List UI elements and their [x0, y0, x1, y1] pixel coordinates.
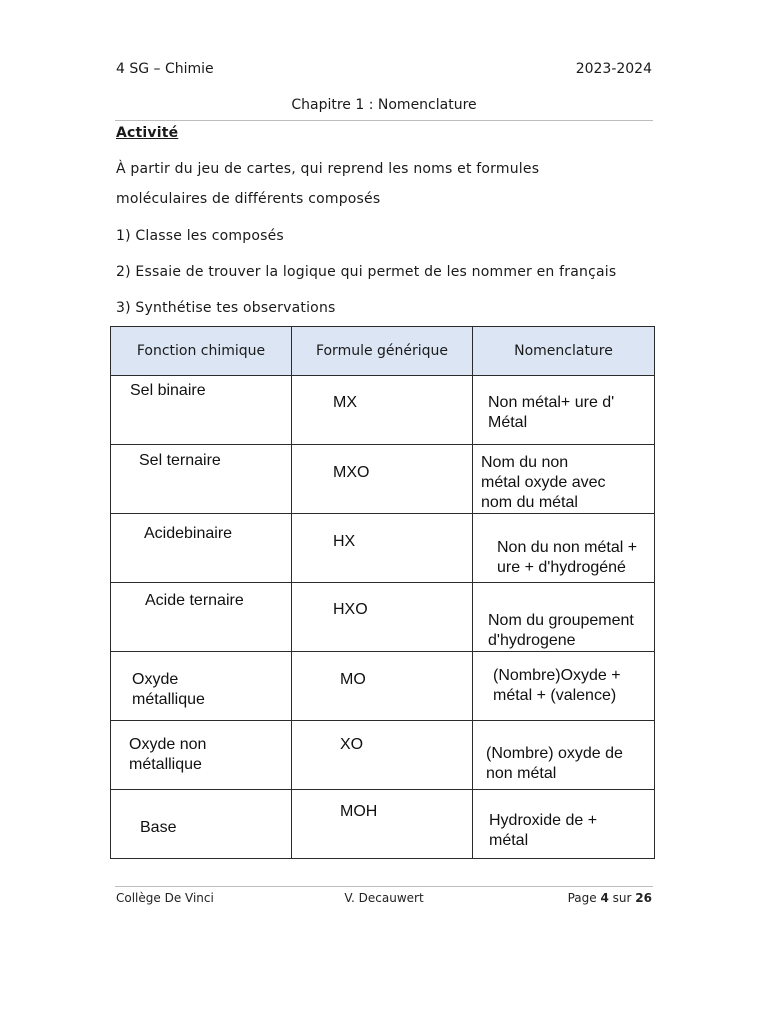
nomenclature-cell	[473, 790, 655, 859]
nomenclature-cell	[473, 514, 655, 583]
nomenclature-line: nom du métal	[481, 494, 578, 511]
nomenclature-line: non métal	[486, 765, 557, 782]
fonction-line: Oxyde	[132, 671, 179, 688]
nomenclature-cell	[473, 445, 655, 514]
author-name: V. Decauwert	[344, 891, 424, 905]
formule-text: XO	[340, 736, 364, 753]
fonction-line: Sel ternaire	[139, 452, 221, 469]
fonction-line: Sel binaire	[130, 382, 206, 399]
header-fonction: Fonction chimique	[111, 327, 292, 376]
formule-text: HXO	[333, 601, 368, 618]
table-row	[111, 652, 655, 721]
nomenclature-line: Non métal+ ure d'	[488, 394, 615, 411]
formule-text: MXO	[333, 464, 370, 481]
nomenclature-cell	[473, 721, 655, 790]
fonction-cell	[111, 790, 292, 859]
fonction-cell	[111, 583, 292, 652]
course-title: 4 SG – Chimie	[116, 61, 214, 77]
table-row	[111, 721, 655, 790]
formule-text: MOH	[340, 803, 378, 820]
table-row	[111, 376, 655, 445]
school-year: 2023-2024	[575, 61, 652, 77]
fonction-cell	[111, 721, 292, 790]
formule-cell	[292, 652, 473, 721]
page-current: 4	[600, 891, 609, 905]
page-total: 26	[635, 891, 652, 905]
page-label: Page	[567, 891, 597, 905]
header-nomenclature: Nomenclature	[473, 327, 655, 376]
nomenclature-cell	[473, 652, 655, 721]
nomenclature-line: ure + d'hydrogéné	[497, 559, 626, 576]
formule-cell	[292, 376, 473, 445]
fonction-line: Acide ternaire	[145, 592, 244, 609]
header-divider	[115, 120, 653, 121]
fonction-line: Acidebinaire	[144, 525, 233, 542]
activity-title: Activité	[116, 125, 179, 141]
nomenclature-line: d'hydrogene	[488, 632, 576, 649]
nomenclature-line: métal	[489, 832, 529, 849]
fonction-cell	[111, 514, 292, 583]
nomenclature-line: Hydroxide de +	[489, 812, 598, 829]
formule-cell	[292, 514, 473, 583]
intro-line-2: moléculaires de différents composés	[116, 191, 381, 207]
fonction-cell	[111, 652, 292, 721]
chapter-title: Chapitre 1 : Nomenclature	[291, 97, 477, 113]
formule-text: MX	[333, 394, 357, 411]
intro-line-1: À partir du jeu de cartes, qui reprend les noms et formules	[116, 161, 540, 177]
fonction-line: métallique	[129, 756, 202, 773]
header-formule: Formule générique	[292, 327, 473, 376]
footer-divider	[115, 886, 653, 887]
nomenclature-line: Non du non métal +	[497, 539, 638, 556]
formule-cell	[292, 721, 473, 790]
fonction-cell	[111, 376, 292, 445]
nomenclature-line: Nom du groupement	[488, 612, 634, 629]
page-number	[568, 891, 652, 905]
formule-cell	[292, 583, 473, 652]
nomenclature-line: Métal	[488, 414, 528, 431]
fonction-line: Base	[140, 819, 177, 836]
school-name: Collège De Vinci	[116, 891, 214, 905]
step-3: 3) Synthétise tes observations	[116, 300, 336, 316]
formule-cell	[292, 790, 473, 859]
formule-cell	[292, 445, 473, 514]
nomenclature-table	[110, 326, 655, 859]
nomenclature-line: Nom du non	[481, 454, 569, 471]
fonction-line: métallique	[132, 691, 205, 708]
step-2: 2) Essaie de trouver la logique qui permet de les nommer en français	[116, 264, 617, 280]
table-row	[111, 790, 655, 859]
fonction-line: Oxyde non	[129, 736, 207, 753]
page-separator: sur	[612, 891, 632, 905]
table-row	[111, 514, 655, 583]
table-header-row	[111, 327, 655, 376]
nomenclature-line: métal oxyde avec	[481, 474, 606, 491]
fonction-cell	[111, 445, 292, 514]
table-row	[111, 583, 655, 652]
formule-text: HX	[333, 533, 356, 550]
nomenclature-cell	[473, 583, 655, 652]
step-1: 1) Classe les composés	[116, 228, 284, 244]
nomenclature-line: métal + (valence)	[493, 687, 617, 704]
nomenclature-line: (Nombre)Oxyde +	[493, 667, 621, 684]
table-row	[111, 445, 655, 514]
formule-text: MO	[340, 671, 366, 688]
nomenclature-line: (Nombre) oxyde de	[486, 745, 623, 762]
nomenclature-cell	[473, 376, 655, 445]
